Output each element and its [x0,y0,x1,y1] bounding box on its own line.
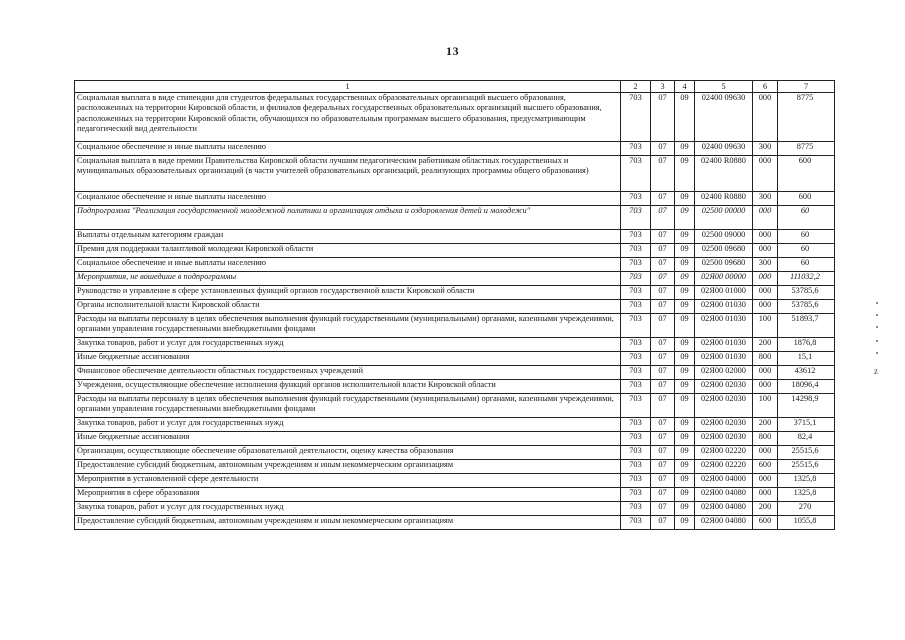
row-code-admin: 703 [621,206,651,230]
row-code-section: 07 [651,142,675,156]
row-code-subsection: 09 [675,446,695,460]
row-code-target: 02500 00000 [695,206,753,230]
row-code-subsection: 09 [675,516,695,530]
row-amount: 25515,6 [778,460,835,474]
row-code-expense: 000 [753,474,778,488]
row-code-admin: 703 [621,244,651,258]
row-amount: 15,1 [778,352,835,366]
row-code-expense: 000 [753,446,778,460]
row-code-expense: 000 [753,286,778,300]
row-amount: 3715,1 [778,418,835,432]
row-name: Иные бюджетные ассигнования [75,432,621,446]
table-row [75,93,835,142]
row-code-admin: 703 [621,338,651,352]
row-code-admin: 703 [621,258,651,272]
row-code-section: 07 [651,516,675,530]
row-code-subsection: 09 [675,488,695,502]
row-code-section: 07 [651,432,675,446]
row-code-admin: 703 [621,516,651,530]
row-code-subsection: 09 [675,394,695,418]
row-code-subsection: 09 [675,352,695,366]
row-name: Закупка товаров, работ и услуг для государственных нужд [75,502,621,516]
row-code-admin: 703 [621,502,651,516]
row-code-target: 02500 09680 [695,244,753,258]
table-row [75,352,835,366]
row-name: Предоставление субсидий бюджетным, автономным учреждениям и иным некоммерческим организациям [75,516,621,530]
row-code-target: 02Я00 01030 [695,300,753,314]
table-row [75,432,835,446]
row-code-expense: 000 [753,272,778,286]
row-code-section: 07 [651,394,675,418]
table-row [75,474,835,488]
page-number: 13 [446,44,459,58]
row-name: Расходы на выплаты персоналу в целях обеспечения выполнения функций государственными (муниципальными) органами, казенными учреждениями, органами управления государственными внебюджетными фондами [75,394,621,418]
row-code-subsection: 09 [675,156,695,192]
row-amount: 600 [778,192,835,206]
row-code-section: 07 [651,300,675,314]
row-code-admin: 703 [621,366,651,380]
row-amount: 270 [778,502,835,516]
header-col-2: 2 [621,81,651,93]
table-row [75,366,835,380]
table-row [75,446,835,460]
row-code-expense: 300 [753,192,778,206]
row-code-section: 07 [651,272,675,286]
row-code-admin: 703 [621,230,651,244]
row-code-expense: 200 [753,338,778,352]
row-amount: 43612 [778,366,835,380]
row-amount: 14298,9 [778,394,835,418]
header-col-3: 3 [651,81,675,93]
table-row [75,156,835,192]
row-amount: 53785,6 [778,286,835,300]
row-code-subsection: 09 [675,314,695,338]
row-amount: 60 [778,258,835,272]
row-code-admin: 703 [621,93,651,142]
row-code-section: 07 [651,156,675,192]
row-name: Социальное обеспечение и иные выплаты населению [75,258,621,272]
row-amount: 111032,2 [778,272,835,286]
budget-table [74,80,835,530]
row-code-admin: 703 [621,474,651,488]
row-code-section: 07 [651,230,675,244]
row-code-admin: 703 [621,192,651,206]
table-row [75,516,835,530]
row-code-expense: 300 [753,258,778,272]
row-code-subsection: 09 [675,300,695,314]
row-code-section: 07 [651,286,675,300]
row-name: Мероприятия в сфере образования [75,488,621,502]
row-code-section: 07 [651,488,675,502]
row-code-section: 07 [651,418,675,432]
row-code-target: 02Я00 04080 [695,516,753,530]
row-code-section: 07 [651,192,675,206]
header-col-7: 7 [778,81,835,93]
row-code-expense: 600 [753,460,778,474]
row-code-subsection: 09 [675,366,695,380]
row-code-subsection: 09 [675,258,695,272]
row-code-expense: 000 [753,380,778,394]
table-row [75,394,835,418]
row-code-admin: 703 [621,156,651,192]
row-code-section: 07 [651,258,675,272]
row-name: Подпрограмма "Реализация государственной молодежной политики и организация отдыха и оздоровления детей и молодежи" [75,206,621,230]
row-code-section: 07 [651,314,675,338]
row-name: Закупка товаров, работ и услуг для государственных нужд [75,338,621,352]
row-code-admin: 703 [621,286,651,300]
budget-sheet [74,80,834,530]
row-code-subsection: 09 [675,474,695,488]
row-amount: 8775 [778,142,835,156]
row-code-admin: 703 [621,488,651,502]
row-code-target: 02500 09000 [695,230,753,244]
row-code-target: 02400 R0880 [695,192,753,206]
row-code-section: 07 [651,366,675,380]
table-row [75,272,835,286]
row-code-subsection: 09 [675,286,695,300]
row-code-expense: 000 [753,244,778,258]
row-amount: 82,4 [778,432,835,446]
row-code-expense: 200 [753,502,778,516]
row-name: Мероприятия, не вошедшие в подпрограммы [75,272,621,286]
row-amount: 1325,8 [778,474,835,488]
table-row [75,244,835,258]
row-name: Расходы на выплаты персоналу в целях обеспечения выполнения функций государственными (муниципальными) органами, казенными учреждениями, органами управления государственными внебюджетными фондами [75,314,621,338]
row-name: Организации, осуществляющие обеспечение образовательной деятельности, оценку качества образования [75,446,621,460]
table-body [75,93,835,530]
row-code-section: 07 [651,380,675,394]
row-name: Социальное обеспечение и иные выплаты населению [75,142,621,156]
row-amount: 8775 [778,93,835,142]
table-header [75,81,835,93]
row-code-subsection: 09 [675,206,695,230]
row-name: Социальная выплата в виде стипендии для студентов федеральных государственных образовательных организаций высшего образования, расположенных на территории Кировской области, и филиалов федеральных государственных образовательных организаций высшего образования, расположенных на территории Кировской области, обучающихся по образовательным программам высшего образования, предусматривающим педагогический вид деятельности [75,93,621,142]
row-code-target: 02Я00 01030 [695,338,753,352]
row-code-target: 02Я00 02220 [695,446,753,460]
row-code-admin: 703 [621,418,651,432]
row-name: Социальная выплата в виде премии Правительства Кировской области лучшим педагогическим работникам областных государственных и муниципальных образовательных организаций (в части учителей образовательных организаций, реализующих программы общего образования) [75,156,621,192]
row-name: Руководство и управление в сфере установленных функций органов государственной власти Кировской области [75,286,621,300]
row-code-subsection: 09 [675,460,695,474]
row-code-subsection: 09 [675,418,695,432]
table-row [75,418,835,432]
row-code-expense: 800 [753,352,778,366]
header-col-5: 5 [695,81,753,93]
row-code-target: 02Я00 01030 [695,352,753,366]
row-code-admin: 703 [621,380,651,394]
row-code-target: 02Я00 04080 [695,488,753,502]
row-amount: 60 [778,230,835,244]
header-col-4: 4 [675,81,695,93]
row-name: Предоставление субсидий бюджетным, автономным учреждениям и иным некоммерческим организациям [75,460,621,474]
row-code-admin: 703 [621,352,651,366]
row-amount: 53785,6 [778,300,835,314]
header-row [75,81,835,93]
row-code-admin: 703 [621,432,651,446]
row-code-expense: 000 [753,300,778,314]
row-code-expense: 000 [753,366,778,380]
row-code-expense: 000 [753,206,778,230]
row-amount: 18096,4 [778,380,835,394]
row-code-expense: 000 [753,230,778,244]
row-code-admin: 703 [621,446,651,460]
row-code-expense: 200 [753,418,778,432]
table-row [75,338,835,352]
row-code-section: 07 [651,244,675,258]
row-code-subsection: 09 [675,230,695,244]
row-code-expense: 000 [753,156,778,192]
table-row [75,286,835,300]
row-name: Выплаты отдельным категориям граждан [75,230,621,244]
row-code-section: 07 [651,474,675,488]
row-code-target: 02400 09630 [695,142,753,156]
table-row [75,460,835,474]
row-code-target: 02Я00 02000 [695,366,753,380]
row-amount: 1325,8 [778,488,835,502]
row-name: Премия для поддержки талантливой молодежи Кировской области [75,244,621,258]
row-amount: 1876,8 [778,338,835,352]
row-code-admin: 703 [621,460,651,474]
row-code-section: 07 [651,446,675,460]
row-code-expense: 800 [753,432,778,446]
row-code-admin: 703 [621,300,651,314]
row-name: Иные бюджетные ассигнования [75,352,621,366]
row-code-section: 07 [651,206,675,230]
table-row [75,300,835,314]
row-code-admin: 703 [621,272,651,286]
row-code-target: 02Я00 02030 [695,394,753,418]
row-code-section: 07 [651,502,675,516]
row-code-expense: 100 [753,394,778,418]
row-amount: 600 [778,156,835,192]
row-code-section: 07 [651,93,675,142]
table-row [75,488,835,502]
row-code-admin: 703 [621,314,651,338]
row-code-subsection: 09 [675,338,695,352]
row-name: Мероприятия в установленной сфере деятельности [75,474,621,488]
row-code-section: 07 [651,352,675,366]
row-code-subsection: 09 [675,192,695,206]
row-amount: 1055,8 [778,516,835,530]
row-code-target: 02Я00 01030 [695,314,753,338]
row-code-expense: 300 [753,142,778,156]
row-amount: 25515,6 [778,446,835,460]
row-amount: 60 [778,206,835,230]
row-code-target: 02400 09630 [695,93,753,142]
row-name: Социальное обеспечение и иные выплаты населению [75,192,621,206]
row-code-subsection: 09 [675,502,695,516]
row-amount: 60 [778,244,835,258]
margin-mark: z [874,366,878,376]
row-name: Учреждения, осуществляющие обеспечение исполнения функций органов исполнительной власти Кировской области [75,380,621,394]
row-code-expense: 600 [753,516,778,530]
row-code-target: 02400 R0880 [695,156,753,192]
row-code-admin: 703 [621,142,651,156]
row-code-target: 02Я00 01000 [695,286,753,300]
row-code-target: 02Я00 04080 [695,502,753,516]
row-code-subsection: 09 [675,272,695,286]
row-code-subsection: 09 [675,142,695,156]
table-row [75,502,835,516]
row-name: Закупка товаров, работ и услуг для государственных нужд [75,418,621,432]
table-row [75,258,835,272]
row-code-expense: 000 [753,93,778,142]
row-code-expense: 100 [753,314,778,338]
row-code-section: 07 [651,460,675,474]
row-code-admin: 703 [621,394,651,418]
row-code-target: 02500 09680 [695,258,753,272]
header-col-1: 1 [75,81,621,93]
row-code-expense: 000 [753,488,778,502]
table-row [75,230,835,244]
row-code-target: 02Я00 04000 [695,474,753,488]
row-code-target: 02Я00 02220 [695,460,753,474]
table-row [75,206,835,230]
table-row [75,192,835,206]
row-code-subsection: 09 [675,93,695,142]
row-code-target: 02Я00 00000 [695,272,753,286]
row-code-subsection: 09 [675,432,695,446]
table-row [75,142,835,156]
row-name: Органы исполнительной власти Кировской области [75,300,621,314]
row-code-target: 02Я00 02030 [695,418,753,432]
row-code-subsection: 09 [675,244,695,258]
row-code-target: 02Я00 02030 [695,380,753,394]
row-name: Финансовое обеспечение деятельности областных государственных учреждений [75,366,621,380]
table-row [75,314,835,338]
row-amount: 51893,7 [778,314,835,338]
row-code-section: 07 [651,338,675,352]
row-code-subsection: 09 [675,380,695,394]
row-code-target: 02Я00 02030 [695,432,753,446]
table-row [75,380,835,394]
header-col-6: 6 [753,81,778,93]
